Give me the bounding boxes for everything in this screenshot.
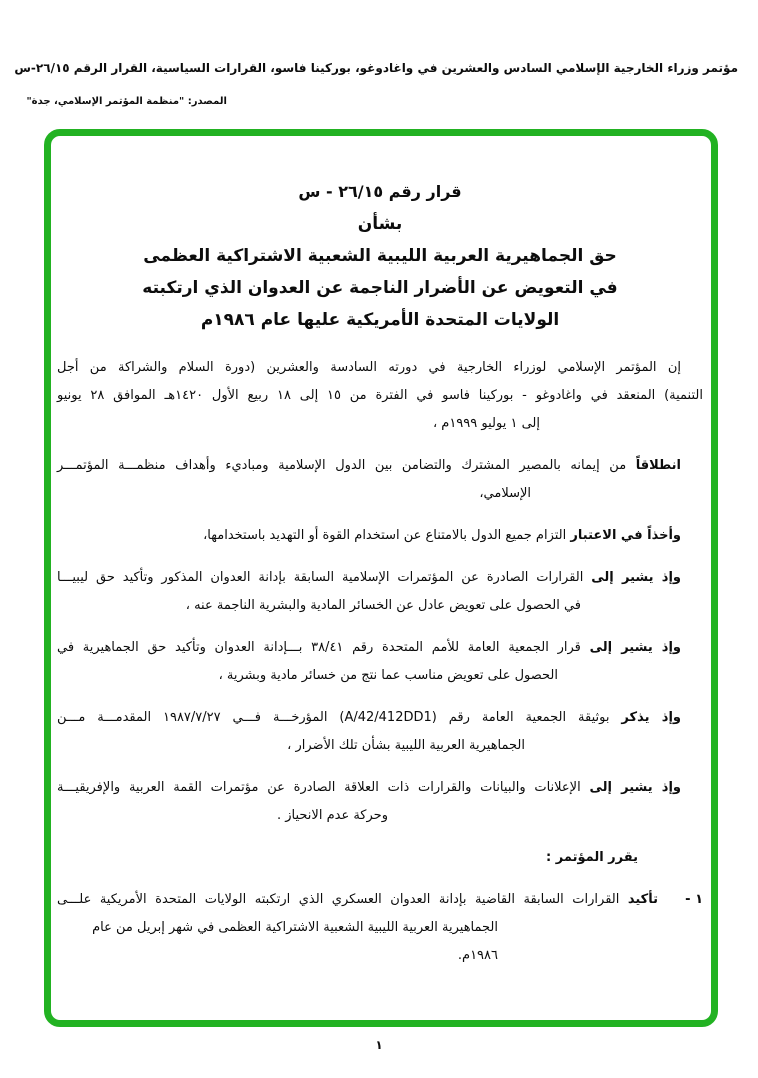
resolution-item-1 xyxy=(57,886,703,970)
paragraph-line: وحركة عدم الانحياز . xyxy=(276,808,388,823)
header-source: المصدر: "منظمة المؤتمر الإسلامي، جدة" xyxy=(26,96,227,107)
resolution-title-line-2: في التعويض عن الأضرار الناجمة عن العدوان الذي ارتكبته xyxy=(142,278,618,298)
paragraph-line xyxy=(57,564,703,592)
paragraph-lead: انطلاقاً xyxy=(635,458,681,473)
item-body: القرارات السابقة القاضية بإدانة العدوان العسكري الذي ارتكبته الولايات المتحدة الأمريكية علـــى xyxy=(57,892,620,907)
item-text xyxy=(57,886,658,970)
paragraph-line: الجماهيرية العربية الليبية بشأن تلك الأضرار ، xyxy=(287,738,525,753)
paragraph-line xyxy=(57,522,703,550)
resolution-title-line-3: الولايات المتحدة الأمريكية عليها عام ١٩٨٦م xyxy=(200,310,560,330)
paragraph-lead: وإذ يذكر xyxy=(621,710,681,725)
paragraph-text: الإعلانات والبيانات والقرارات ذات العلاقة الصادرة عن مؤتمرات القمة العربية والإفريقيـــة xyxy=(57,780,581,795)
paragraph-line: التنمية) المنعقد في واغادوغو - بوركينا فاسو في الفترة من ١٥ إلى ١٨ ربيع الأول ١٤٢٠هـ الموافق ٢٨ يونيو xyxy=(57,388,703,403)
paragraph-islamic-resolutions xyxy=(57,564,703,620)
paragraph-preamble xyxy=(57,354,703,438)
paragraph-line: الإسلامي، xyxy=(479,486,531,501)
resolution-title-line-1: حق الجماهيرية العربية الليبية الشعبية الاشتراكية العظمى xyxy=(143,246,617,266)
document-title-block xyxy=(57,176,703,336)
paragraph-line: إن المؤتمر الإسلامي لوزراء الخارجية في دورته السادسة والعشرين (دورة السلام والشراكة من أجل xyxy=(57,360,681,375)
paragraph-declarations xyxy=(57,774,703,830)
paragraph-line: إلى ١ يوليو ١٩٩٩م ، xyxy=(432,416,540,431)
paragraph-text: قرار الجمعية العامة للأمم المتحدة رقم ٣٨/٤١ بـــإدانة العدوان وتأكيد حق الجماهيرية في xyxy=(57,640,581,655)
document-body xyxy=(57,354,703,970)
paragraph-line xyxy=(57,886,658,914)
paragraph-lead: وأخذاً في الاعتبار xyxy=(570,528,681,543)
paragraph-lead: وإذ يشير إلى xyxy=(591,570,681,585)
paragraph-line: الحصول على تعويض مناسب عما نتج من خسائر مادية وبشرية ، xyxy=(218,668,558,683)
decides-heading: يقرر المؤتمر : xyxy=(546,850,638,865)
paragraph-line xyxy=(57,452,703,480)
paragraph-lead: وإذ يشير إلى xyxy=(589,640,682,655)
paragraph-text: من إيمانه بالمصير المشترك والتضامن بين الدول الإسلامية ومباديء وأهداف منظمـــة المؤتمـــر xyxy=(57,458,627,473)
paragraph-solidarity xyxy=(57,452,703,508)
paragraph-line: الجماهيرية العربية الليبية الشعبية الاشتراكية العظمى في شهر إبريل من عام ١٩٨٦م. xyxy=(92,920,498,963)
paragraph-lead: وإذ يشير إلى xyxy=(589,780,681,795)
document-content xyxy=(57,172,703,984)
paragraph-line xyxy=(57,774,703,802)
resolution-number-title: قرار رقم ٢٦/١٥ - س xyxy=(298,182,462,201)
paragraph-un-document xyxy=(57,704,703,760)
paragraph-line xyxy=(57,704,703,732)
item-number: ١ - xyxy=(685,892,703,907)
page-number: ١ xyxy=(375,1038,383,1052)
resolution-subject-label: بشأن xyxy=(357,214,403,234)
paragraph-text: القرارات الصادرة عن المؤتمرات الإسلامية السابقة بإدانة العدوان المذكور وتأكيد حق ليبيـــا xyxy=(57,570,584,585)
item-lead: تأكيد xyxy=(627,892,658,907)
paragraph-text: التزام جميع الدول بالامتناع عن استخدام القوة أو التهديد باستخدامها، xyxy=(203,528,567,543)
paragraph-text: بوثيقة الجمعية العامة رقم (A/42/412DD1) المؤرخـــة فـــي ١٩٨٧/٧/٢٧ المقدمـــة مـــن xyxy=(57,710,610,725)
paragraph-un-resolution xyxy=(57,634,703,690)
paragraph-consideration xyxy=(57,522,703,550)
header-citation: مؤتمر وزراء الخارجية الإسلامي السادس والعشرين في واغادوغو، بوركينا فاسو، القرارات السياسية، القرار الرقم ٢٦/١٥-س xyxy=(14,61,738,75)
paragraph-line xyxy=(57,634,703,662)
paragraph-line: في الحصول على تعويض عادل عن الخسائر المادية والبشرية الناجمة عنه ، xyxy=(185,598,581,613)
